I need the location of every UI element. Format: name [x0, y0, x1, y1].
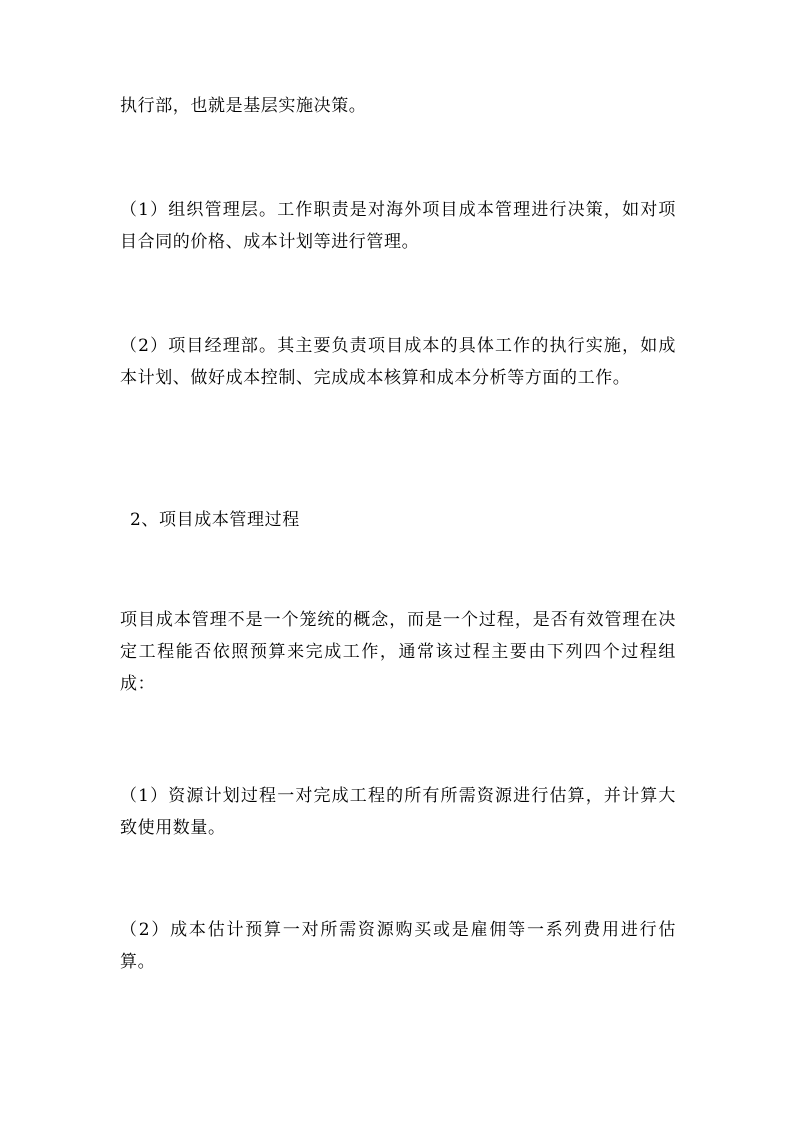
- section-heading-cost-management-process: 2、项目成本管理过程: [130, 510, 300, 530]
- paragraph-cost-management-overview: 项目成本管理不是一个笼统的概念，而是一个过程，是否有效管理在决定工程能否依照预算来完成工作，通常该过程主要由下列四个过程组成：: [120, 610, 676, 694]
- paragraph-project-manager-department: （2）项目经理部。其主要负责项目成本的具体工作的执行实施，如成本计划、做好成本控制、完成成本核算和成本分析等方面的工作。: [120, 336, 676, 388]
- paragraph-resource-planning: （1）资源计划过程一对完成工程的所有所需资源进行估算，并计算大致使用数量。: [120, 786, 676, 838]
- paragraph-organization-management: （1）组织管理层。工作职责是对海外项目成本管理进行决策，如对项目合同的价格、成本计划等进行管理。: [120, 200, 676, 252]
- paragraph-cost-estimation: （2）成本估计预算一对所需资源购买或是雇佣等一系列费用进行估算。: [120, 920, 676, 972]
- paragraph-execution-department: 执行部，也就是基层实施决策。: [120, 96, 367, 116]
